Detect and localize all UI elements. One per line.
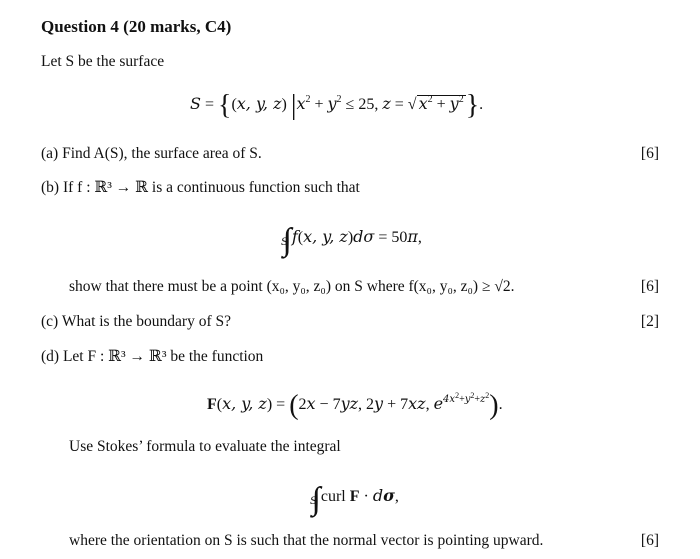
- part-d-equation2: $_S$ curl F · dσ,: [310, 486, 399, 507]
- part-d-text: Let F : ℝ³ → ℝ³ be the function: [62, 348, 264, 365]
- part-d-text3: where the orientation on S is such that the normal vector is pointing upward.: [69, 532, 544, 549]
- part-d: [41, 347, 263, 366]
- part-a: [41, 145, 262, 163]
- part-d-equation: F(x, y, z) = (2x − 7yz, 2y + 7xz, $e^{4x^2+y^2+z^2}$).: [207, 390, 503, 421]
- part-a-text: Find A(S), the surface area of S.: [62, 145, 262, 162]
- intro-text: Let S be the surface: [41, 53, 165, 70]
- part-b-equation: $_S$ f(x, y, z)dσ = 50π,: [281, 227, 422, 248]
- part-b-text: If f : ℝ³ → ℝ is a continuous function such that: [62, 179, 360, 196]
- part-c: [41, 313, 231, 331]
- part-b: [41, 178, 360, 197]
- part-c-text: What is the boundary of S?: [61, 313, 231, 330]
- part-c-label: (c): [41, 313, 59, 330]
- part-d-label: (d): [41, 348, 60, 365]
- surface-equation: S = {(x, y, z) $|x^2 + y^2 \le 25$, z = √ $x^2 + y^2$}.: [190, 90, 484, 121]
- part-a-label: (a): [41, 145, 59, 162]
- question-title: Question 4 (20 marks, C4): [41, 17, 232, 36]
- part-d-text2: Use Stokes’ formula to evaluate the integral: [69, 438, 341, 455]
- part-c-marks: [2]: [640, 313, 659, 330]
- part-a-marks: [6]: [640, 145, 659, 162]
- part-b-label: (b): [41, 179, 60, 196]
- part-b-text2: show that there must be a point (x₀, y₀, z₀) on S where f(x₀, y₀, z₀) ≥ √2.: [69, 278, 515, 295]
- part-b-marks: [6]: [640, 278, 659, 295]
- part-d-marks: [6]: [640, 532, 659, 549]
